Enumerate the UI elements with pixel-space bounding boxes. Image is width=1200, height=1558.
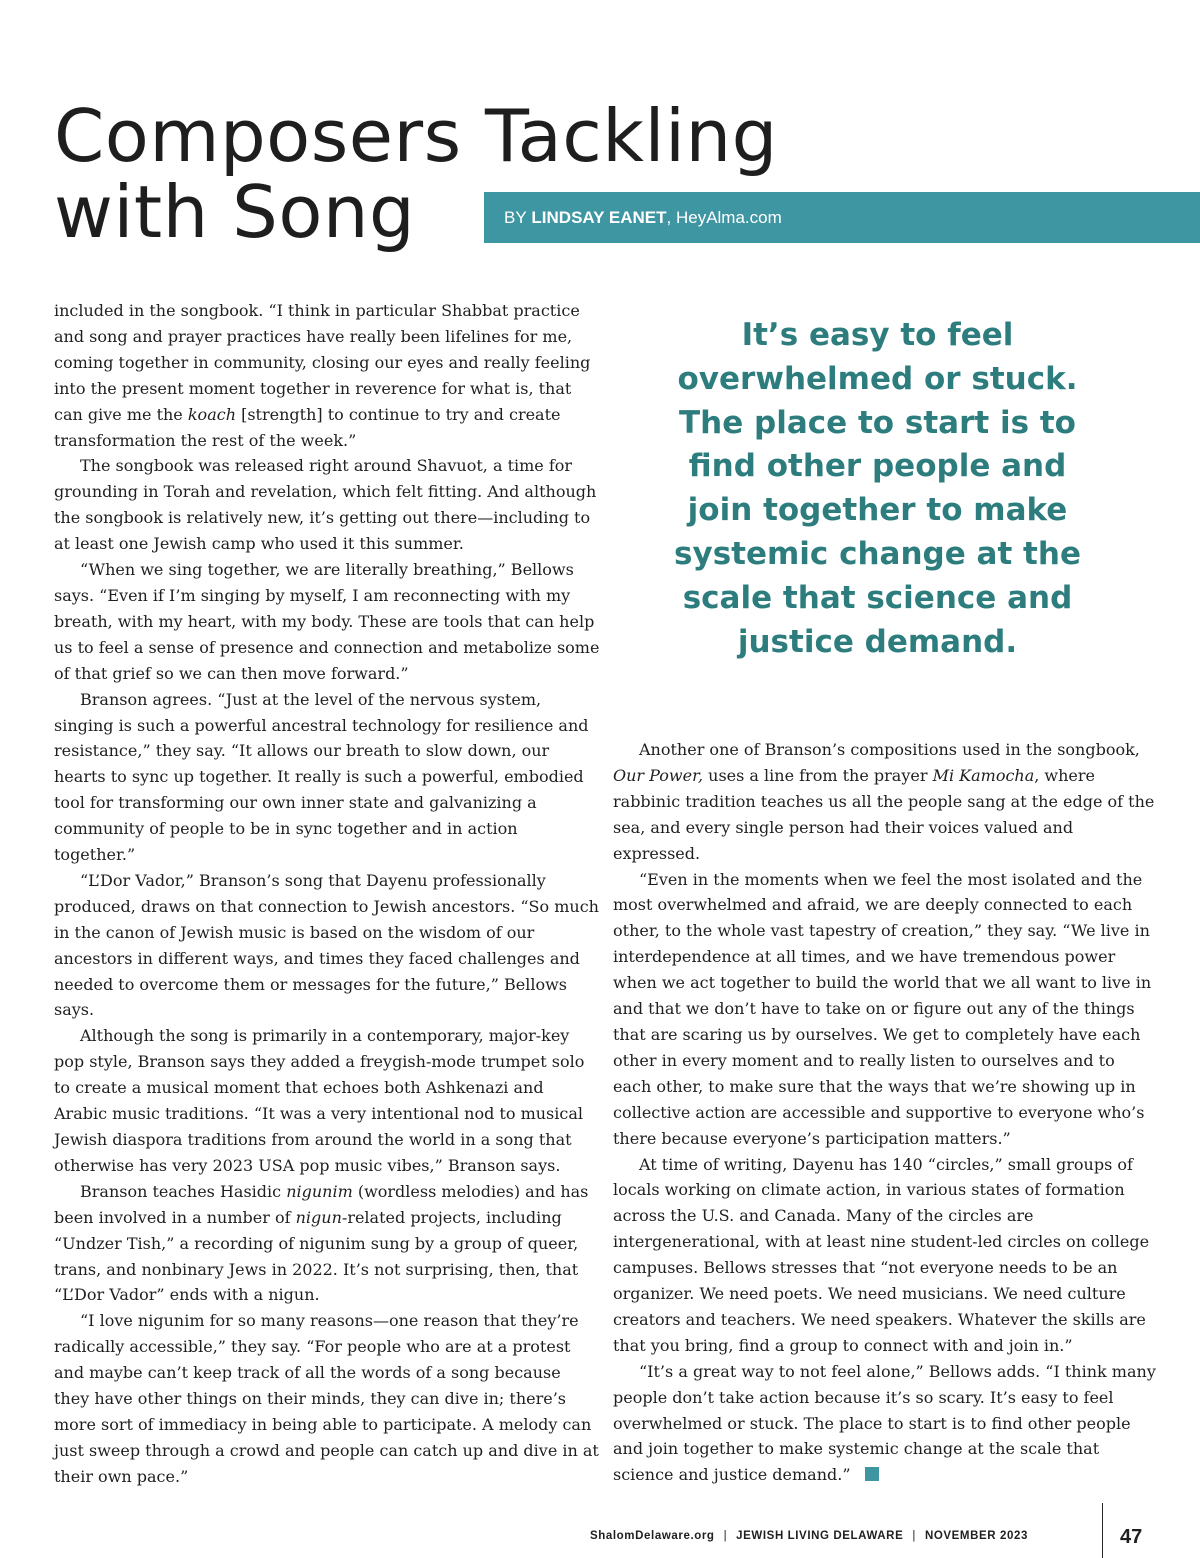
right-paragraph-4	[613, 1359, 1158, 1489]
left-paragraph-3: “When we sing together, we are literally breathing,” Bellows says. “Even if I’m singing by myself, I am reconnecting with my breath, with my heart, with my body. These are tools that can help us to feel a sense of presence and connection and metabolize some of that grief so we can then move forward.”	[54, 560, 600, 683]
headline-line-2: with Song	[54, 170, 416, 254]
italic-term: Mi Kamocha	[932, 765, 1035, 785]
left-paragraph-1	[54, 298, 600, 453]
left-paragraph-4: Branson agrees. “Just at the level of the nervous system, singing is such a powerful ancestral technology for resilience and resistance,” they say. “It allows our breath to slow down, our hearts to sync up together. It really is such a powerful, embodied tool for transforming our own inner state and galvanizing a community of people to be in sync together and in action together.”	[54, 689, 589, 865]
right-column	[613, 737, 1158, 1488]
left-column	[54, 298, 600, 1490]
italic-term: Our Power,	[613, 765, 704, 785]
text-run: “It’s a great way to not feel alone,” Bellows adds. “I think many people don’t take action because it’s so scary. It’s easy to feel overwhelmed or stuck. The place to start is to find other people and join together to make systemic change at the scale that science and justice demand.”	[613, 1361, 1156, 1485]
left-paragraph-6: Although the song is primarily in a contemporary, major-key pop style, Branson says they added a freygish-mode trumpet solo to create a musical moment that echoes both Ashkenazi and Arabic music traditions. “It was a very intentional nod to musical Jewish diaspora traditions from around the world in a song that otherwise has very 2023 USA pop music vibes,” Branson says.	[54, 1026, 585, 1175]
right-paragraph-2: “Even in the moments when we feel the most isolated and the most overwhelmed and afraid, we are deeply connected to each other, to the whole vast tapestry of creation,” they say. “We live in interdependence at all times, and we have tremendous power when we act together to build the world that we all want to live in and that we don’t have to take on or figure out any of the things that are scaring us by ourselves. We get to completely have each other in every moment and to really listen to ourselves and to each other, to make sure that the ways that we’re showing up in collective action are accessible and supportive to everyone who’s there because everyone’s participation matters.”	[613, 869, 1152, 1148]
pull-quote: It’s easy to feel overwhelmed or stuck. The place to start is to find other people and join together to make systemic change at the scale that science and justice demand.	[674, 317, 1081, 660]
text-run: Another one of Branson’s compositions used in the songbook,	[639, 740, 1140, 759]
text-run: , where rabbinic tradition teaches us all the people sang at the edge of the sea, and every single person had their voices valued and expressed.	[613, 765, 1155, 863]
italic-term: koach	[187, 404, 236, 424]
byline-source: , HeyAlma.com	[666, 207, 782, 227]
text-run: -related projects, including “Undzer Tish,” a recording of nigunim sung by a group of queer, trans, and nonbinary Jews in 2022. It’s not surprising, then, that “L’Dor Vador” ends with a nigun.	[54, 1207, 579, 1305]
text-run: [strength] to continue to try and create transformation the rest of the week.”	[54, 404, 561, 450]
footer-publication: JEWISH LIVING DELAWARE	[736, 1530, 904, 1542]
headline-line-1: Composers Tackling	[54, 94, 778, 178]
page-number: 47	[1120, 1526, 1143, 1548]
footer-separator: |	[723, 1530, 728, 1542]
left-paragraph-2: The songbook was released right around Shavuot, a time for grounding in Torah and revelation, which felt fitting. And although the songbook is relatively new, it’s getting out there—including to at least one Jewish camp who used it this summer.	[54, 456, 597, 554]
footer-issue: NOVEMBER 2023	[924, 1530, 1028, 1542]
footer-website: ShalomDelaware.org	[590, 1530, 715, 1542]
italic-term: nigunim	[286, 1181, 353, 1201]
byline-prefix: BY	[504, 207, 527, 227]
left-paragraph-8: “I love nigunim for so many reasons—one reason that they’re radically accessible,” they say. “For people who are at a protest and maybe can’t keep track of all the words of a song because they have other things on their minds, they can dive in; there’s more sort of immediacy in being able to participate. A melody can just sweep through a crowd and people can catch up and dive in at their own pace.”	[54, 1311, 599, 1486]
right-paragraph-3: At time of writing, Dayenu has 140 “circles,” small groups of locals working on climate action, in various states of formation across the U.S. and Canada. Many of the circles are intergenerational, with at least nine student-led circles on college campuses. Bellows stresses that “not everyone needs to be an organizer. We need poets. We need musicians. We need culture creators and teachers. We need speakers. Whatever the skills are that you bring, find a group to connect with and join in.”	[613, 1154, 1150, 1355]
byline-bar	[484, 192, 1200, 243]
footer-separator: |	[912, 1530, 916, 1542]
footer-divider	[1102, 1503, 1103, 1558]
byline-author: LINDSAY EANET	[531, 207, 667, 227]
text-run: Branson teaches Hasidic	[80, 1181, 287, 1201]
end-of-article-square-icon	[865, 1467, 879, 1481]
text-run: (wordless melodies) and has been involved in a number of	[54, 1181, 589, 1227]
left-paragraph-5: “L’Dor Vador,” Branson’s song that Dayenu professionally produced, draws on that connection to Jewish ancestors. “So much in the canon of Jewish music is based on the wisdom of our ancestors in different ways, and times they faced challenges and needed to overcome them or messages for the future,” Bellows says.	[54, 870, 599, 1020]
text-run: uses a line from the prayer	[703, 765, 933, 785]
page-footer	[590, 1530, 1080, 1542]
italic-term: nigun	[295, 1207, 342, 1227]
left-paragraph-7	[54, 1179, 600, 1309]
text-run: included in the songbook. “I think in particular Shabbat practice and song and prayer practices have really been lifelines for me, coming together in community, closing our eyes and really feeling into the present moment together in reverence for what is, that can give me the	[54, 301, 591, 424]
right-paragraph-1	[613, 737, 1158, 867]
